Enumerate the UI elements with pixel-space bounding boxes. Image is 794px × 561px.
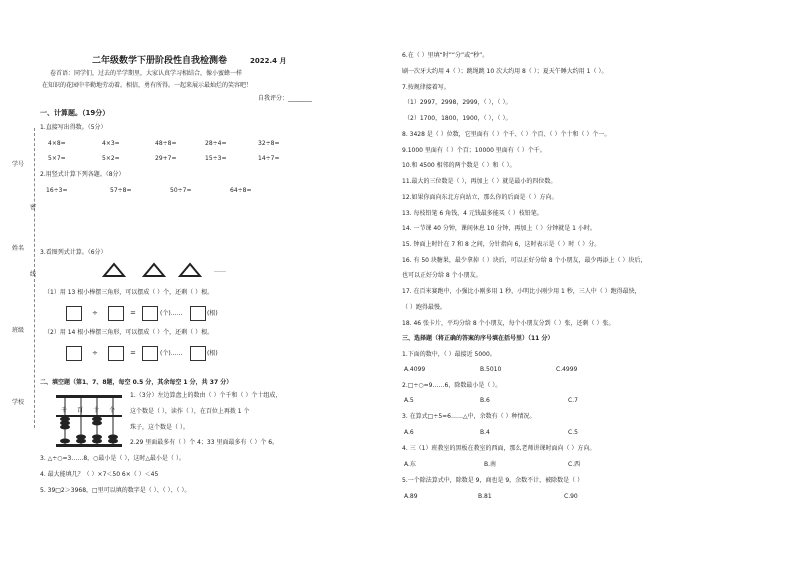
triangle-icon [102,262,126,278]
abacus-icon [54,393,124,449]
fill-2: 2.29 里面最多有（ ）个 4；33 里面最多有（ ）个 6。 [130,439,279,446]
fill-11: 11.最大的三位数是（ ），再加上（ ）就是最小的四位数。 [402,178,557,185]
binding-line [34,128,35,428]
choice-5-a[interactable]: A.89 [404,493,418,500]
fill-9: 9.1000 里面有（ ）个百；10000 里面有（ ）个千。 [402,147,546,154]
fill-7-a: （1）2997，2998，2999，（ ），（ ）。 [404,99,512,106]
choice-4: 4. 三（1）班教室的黑板在教室的西面，那么老师讲课时面向（ ）方向。 [402,445,596,452]
unit-gen: (根) [207,310,218,317]
abacus-label-bai: 百 [77,407,84,414]
fill-12: 12.如果你面向东北方向站立，那么你的后面是（ ）方向。 [402,194,558,201]
answer-box[interactable] [66,306,82,321]
unit-gen: (根) [207,350,218,357]
vertical-calc-3: 50÷7= [170,187,192,194]
fill-1-b: 这个数是（ ），读作（ ），在百位上再拨 1 个 [130,408,250,415]
section-2-title: 二、填空题（第1、7、8题，每空 0.5 分，其余每空 1 分，共 37 分） [40,379,233,386]
choice-2-c[interactable]: C.7 [568,397,578,404]
calc-9: 15÷3= [205,155,227,162]
sidebar-xian: 线 [30,271,37,278]
section-1-title: 一、计算题。（19分） [40,109,110,117]
abacus-label-shi: 十 [93,407,100,414]
calc-4: 28÷4= [205,140,227,147]
fill-8: 8. 3428 是（ ）位数，它里面有（ ）个千、（ ）个百、（ ）个十和（ ）个一。 [402,131,611,138]
equals-sign: = [130,309,136,317]
calc-6: 5×7= [48,155,66,162]
question-1-3: 3.看图列式计算。（6分） [40,249,107,256]
vertical-calc-4: 64÷8= [230,187,252,194]
answer-box[interactable] [108,346,124,361]
choice-3: 3. 在算式□÷5=6……△中，余数有（ ）种情况。 [402,413,536,420]
page-title: 二年级数学下册阶段性自我检测卷 [92,56,228,66]
choice-1-b[interactable]: B.5010 [480,366,502,373]
choice-5: 5.一个除法算式中，除数是 9，商也是 9，余数不计，被除数是（ ） [402,477,584,484]
self-score: 自我评分：________ [258,95,313,102]
equals-sign: = [130,349,136,357]
choice-3-b[interactable]: B.4 [480,429,490,436]
exam-date: 2022.4 月 [250,57,287,65]
fill-16-b: 也可以正好分给 8 个小朋友。 [402,272,482,279]
calc-5: 32÷8= [258,140,280,147]
question-1-1: 1.直接写出得数。（5分） [40,124,107,131]
intro-line-1: 卷首语：同学们，过去的半学期里，大家认真学习相结合，像小蜜蜂一样 [50,70,243,77]
sidebar-xingming: 姓名 [12,245,25,252]
answer-box[interactable] [142,346,158,361]
fill-7-b: （2）1700，1800，1900，（ ），（ ）。 [404,115,512,122]
question-1-2: 2.用竖式计算下列各题。（8分） [40,171,125,178]
sidebar-xuexiao: 学校 [12,399,25,406]
fill-4: 4. 最大能填几？（ ）×7＜50 6×（ ）＜45 [40,471,159,478]
choice-4-b[interactable]: B.南 [484,461,497,468]
choice-4-c[interactable]: C.西 [568,461,581,468]
fill-10: 10.和 4500 相邻的两个数是（ ）和（ ）。 [402,162,516,169]
intro-line-2: 在知识的花园中辛勤地劳动着。相信，勇有所得。一起来展示最灿烂的笑容吧！ [42,82,253,89]
divide-sign: ÷ [92,349,98,357]
choice-5-c[interactable]: C.90 [564,493,578,500]
fill-6-a: 刷一次牙大约用 4（ ）；跳绳跳 10 次大约用 8（ ）；夏天午睡大约用 1（ ）。 [402,68,608,75]
answer-box[interactable] [190,346,206,361]
answer-box[interactable] [66,346,82,361]
choice-2-a[interactable]: A.5 [404,397,414,404]
answer-box[interactable] [108,306,124,321]
fill-17-a: 17. 在百米赛跑中，小强比小刚多用 1 秒，小明比小刚少用 1 秒，三人中（ ）跑得最快， [402,288,641,295]
fill-18: 18. 46 张卡片，平均分给 8 个小朋友，每个小朋友分到（ ）张，还剩（ ）张。 [402,320,615,327]
question-1-3-b: （2）用 14 根小棒摆三角形，可以摆成（ ）个，还剩（ ）根。 [44,329,214,336]
choice-2: 2.□÷○=9……6，除数最小是（ ）。 [402,382,502,389]
fill-13: 13. 每枝铅笔 6 角钱，4 元钱最多能买（ ）枝铅笔。 [402,210,543,217]
fill-6: 6.在（ ）里填“时”“分”或“秒”。 [402,52,489,59]
question-1-3-a: （1）用 13 根小棒摆三角形，可以摆成（ ）个，还剩（ ）根。 [44,289,214,296]
calc-2: 4×3= [102,140,120,147]
divide-sign: ÷ [92,309,98,317]
vertical-calc-1: 16÷3= [46,187,68,194]
sidebar-feng: 密 [30,204,37,211]
fill-17-b: （ ）跑得最慢。 [402,304,446,311]
fill-1-c: 珠子，这个数是（ ）。 [130,424,189,431]
choice-1: 1.下面的数中，（ ）最接近 5000。 [402,351,496,358]
unit-ge: (个)…… [160,350,183,357]
choice-1-a[interactable]: A.4099 [404,366,426,373]
choice-2-b[interactable]: B.6 [480,397,490,404]
abacus-label-qian: 千 [61,407,68,414]
abacus-label-ge: 个 [109,407,116,414]
unit-ge: (个)…… [160,310,183,317]
fill-16-a: 16. 有 50 块糖果，最少拿掉（ ）块后，可以正好分给 8 个小朋友，最少再添上（ ）块后， [402,257,647,264]
vertical-calc-2: 57÷8= [110,187,132,194]
sidebar-banji: 班级 [12,327,25,334]
fill-1-a: 1.（3分）左边算盘上的数由（ ）个千和（ ）个十组成， [130,392,282,399]
answer-box[interactable] [142,306,158,321]
calc-7: 5×2= [102,155,120,162]
calc-10: 14÷7= [258,155,280,162]
ellipsis: …… [214,267,226,274]
triangle-icon [142,262,166,278]
choice-3-a[interactable]: A.6 [404,429,414,436]
choice-3-c[interactable]: C.5 [568,429,578,436]
sidebar-xuehao: 学号 [12,161,25,168]
choice-5-b[interactable]: B.81 [478,493,492,500]
fill-3: 3. △÷○=3……8，○最小是（ ），这时△最小是（ ）。 [40,455,185,462]
section-3-title: 三、选择题（将正确的答案的序号填在括号里）（11 分） [402,335,554,342]
calc-8: 29+7= [155,155,177,162]
answer-box[interactable] [190,306,206,321]
calc-3: 48÷8= [155,140,177,147]
fill-5: 5. 39□2＞3968，□里可以填的数字是（ ）、（ ）、（ ）。 [40,487,191,494]
fill-15: 15. 钟面上时针在 7 和 8 之间，分针指向 6，这时表示是（ ）时（ ）分。 [402,241,601,248]
triangle-icon [178,262,202,278]
choice-1-c[interactable]: C.4999 [556,366,578,373]
choice-4-a[interactable]: A.东 [404,461,416,468]
fill-14: 14. 一节课 40 分钟，课间休息 10 分钟，再加上（ ）分钟就是 1 小时。 [402,225,596,232]
calc-1: 4×8= [48,140,66,147]
fill-7: 7.按规律接着写。 [402,84,450,91]
